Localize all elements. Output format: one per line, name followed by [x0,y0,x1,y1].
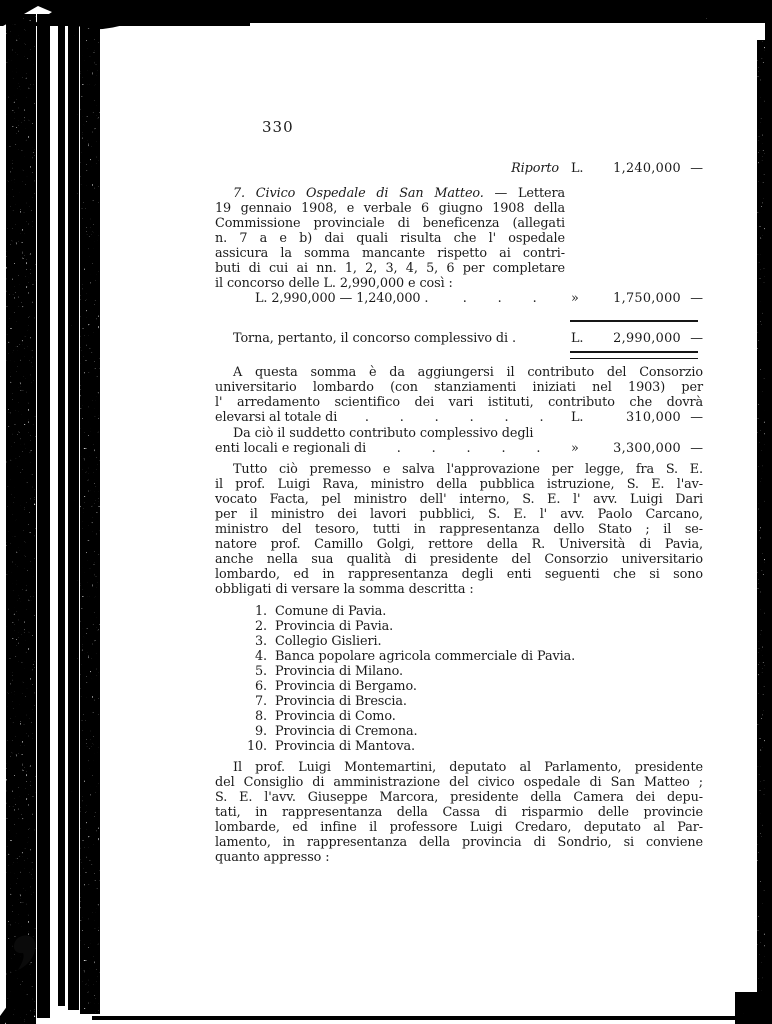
amount-value: 310,000 [625,410,681,425]
entry-title-suffix: — Lettera [494,186,565,201]
item-number: 6. [254,679,267,694]
list-item [215,739,703,754]
single-rule [570,320,698,322]
text-line: Tutto ciò premesso e salva l'approvazione per legge, fra S. E. [233,462,703,477]
gutter-noise-outer [6,14,36,1024]
text-line: buti di cui ai nn. 1, 2, 3, 4, 5, 6 per completare [215,261,565,276]
right-edge-grain [757,40,767,1024]
gutter-noise-inner [80,14,100,1014]
suddetto-total-text: enti locali e regionali di [215,441,367,456]
item-number: 2. [254,619,267,634]
list-item [215,664,703,679]
text-line: A questa somma è da aggiungersi il contributo del Consorzio [233,365,703,380]
item-name: Provincia di Mantova. [275,739,415,754]
entry-paragraph [215,186,565,291]
item-name: Provincia di Cremona. [275,724,418,739]
text-line: quanto appresso : [215,850,330,865]
page-number: 330 [262,118,294,136]
item-name: Provincia di Brescia. [275,694,407,709]
ink-blot [14,935,36,970]
item-number: 10. [246,739,267,754]
text-line: del Consiglio di amministrazione del civico ospedale di San Matteo ; [215,775,703,790]
currency-symbol: L. [571,410,584,425]
currency-symbol: » [571,441,579,456]
suddetto-line-block [215,426,703,441]
item-number: 3. [254,634,267,649]
text-line: l' arredamento scientifico dei vari istituti, contributo che dovrà [215,395,703,410]
currency-symbol: » [571,291,579,306]
gutter-streak-mid [58,14,65,1006]
bottom-left-slash [0,994,21,1024]
item-number: 9. [254,724,267,739]
gutter-heavy-line [41,14,47,1014]
list-item [215,679,703,694]
list-item [215,694,703,709]
item-name: Provincia di Pavia. [275,619,394,634]
amount-value: 1,240,000 [613,161,681,176]
item-name: Provincia di Milano. [275,664,404,679]
consorzio-paragraph [215,365,703,410]
text-line: vocato Facta, pel ministro dell' interno, S. E. l' avv. Luigi Dari [215,492,703,507]
text-line: lamento, in rappresentanza della provincia di Sondrio, si conviene [215,835,703,850]
amount-dash: — [690,331,703,346]
amount-value: 1,750,000 [613,291,681,306]
right-edge-bar [765,0,772,1024]
text-line: n. 7 a e b) dai quali risulta che l' ospedale [215,231,565,246]
gutter-heavy-line-grain [37,14,50,1018]
text-line: il concorso delle L. 2,990,000 e così : [215,276,453,291]
item-name: Collegio Gislieri. [275,634,382,649]
bottom-rule-grain [92,1016,772,1020]
top-left-thick [0,0,250,17]
amount-row-consorzio [215,410,703,425]
riporto-label: Riporto [511,161,559,176]
top-left-ink-mass [55,0,140,29]
text-line: tati, in rappresentanza della Cassa di risparmio delle provincie [215,805,703,820]
item-number: 7. [254,694,267,709]
text-line: ministro del tesoro, tutti in rappresentanza dello Stato ; il se- [215,522,703,537]
currency-symbol: L. [571,331,584,346]
list-item [215,649,703,664]
text-line: Il prof. Luigi Montemartini, deputato al Parlamento, presidente [233,760,703,775]
item-number: 1. [254,604,267,619]
list-item [215,604,703,619]
amount-dash: — [690,291,703,306]
item-number: 4. [254,649,267,664]
entry-title-line [215,186,565,201]
item-name: Banca popolare agricola commerciale di Pavia. [275,649,576,664]
text-line: natore prof. Camillo Golgi, rettore della R. Università di Pavia, [215,537,703,552]
consorzio-total-text: elevarsi al totale di [215,410,338,425]
text-line: il prof. Luigi Rava, ministro della pubblica istruzione, S. E. l'av- [215,477,703,492]
dot-leader: . . . . . . [364,410,544,425]
amount-dash: — [690,410,703,425]
text-line: Commissione provinciale di beneficenza (allegati [215,216,565,231]
item-number: 8. [254,709,267,724]
amount-value: 3,300,000 [613,441,681,456]
list-item [215,619,703,634]
calc-text: L. 2,990,000 — 1,240,000 . [255,291,429,306]
item-number: 5. [254,664,267,679]
list-item [215,724,703,739]
text-line: S. E. l'avv. Giuseppe Marcora, presidente della Camera dei depu- [215,790,703,805]
text-line: anche nella sua qualità di presidente del Consorzio universitario [215,552,703,567]
top-edge-grain [0,9,772,23]
amount-row-suddetto [215,441,703,456]
currency-symbol: L. [571,161,584,176]
top-edge-bar [0,0,772,12]
amount-row-calc [215,291,703,306]
amount-row-torna [215,331,703,346]
item-name: Provincia di Como. [275,709,396,724]
amount-dash: — [690,441,703,456]
gutter-streak-inner [68,14,79,1010]
text-line: lombardo, ed in rappresentanza degli enti seguenti che si sono [215,567,703,582]
top-left-grain [0,14,250,26]
text-line: per il ministro dei lavori pubblici, S. E. l' avv. Paolo Carcano, [215,507,703,522]
text-line: assicura la somma mancante rispetto ai contri- [215,246,565,261]
entry-title: 7. Civico Ospedale di San Matteo. [233,186,484,201]
riporto-row [215,161,703,176]
item-name: Comune di Pavia. [275,604,387,619]
item-name: Provincia di Bergamo. [275,679,417,694]
bottom-right-smudge [735,992,772,1024]
dot-leader: . . . . . [396,441,541,456]
text-line: 19 gennaio 1908, e verbale 6 giugno 1908 della [215,201,565,216]
entity-list [215,604,703,754]
amount-dash: — [690,161,703,176]
double-rule [570,351,698,359]
amount-value: 2,990,000 [613,331,681,346]
text-line: Da ciò il suddetto contributo complessivo degli [233,426,534,441]
premesso-paragraph [215,462,703,597]
text-line: universitario lombardo (con stanziamenti iniziati nel 1903) per [215,380,703,395]
text-line: lombarde, ed infine il professore Luigi Credaro, deputato al Par- [215,820,703,835]
dot-leader: . . . [462,291,537,306]
list-item [215,634,703,649]
list-item [215,709,703,724]
top-left-white-slash [0,6,52,42]
montemartini-paragraph [215,760,703,865]
text-line: obbligati di versare la somma descritta : [215,582,474,597]
torna-text: Torna, pertanto, il concorso complessivo di . [233,331,516,346]
